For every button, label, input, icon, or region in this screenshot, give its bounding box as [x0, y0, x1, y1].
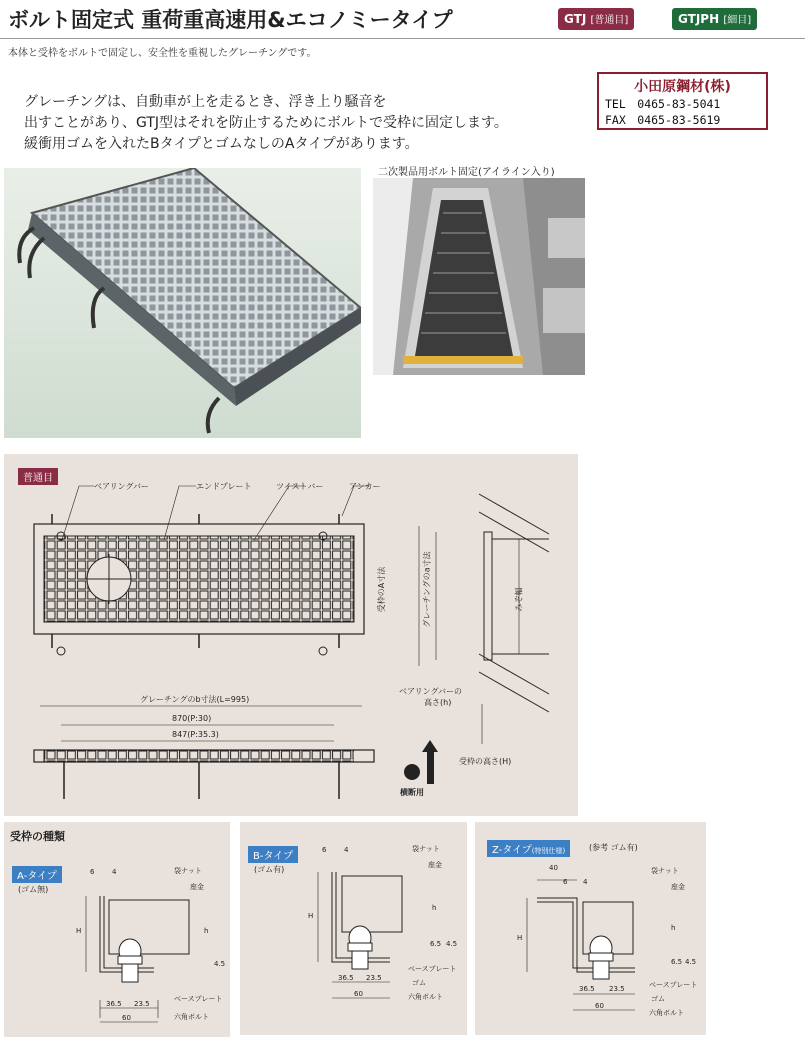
label-cross-use: 横断用 [400, 788, 424, 797]
installation-photo-caption: 二次製品用ボルト固定(アイライン入り) [378, 167, 555, 178]
label-b-dim: グレーチングのb寸法(L=995) [140, 695, 250, 704]
type-z-tag [487, 840, 570, 857]
type-a-dim-235: 23.5 [134, 1000, 150, 1008]
frame-type-a-panel [4, 822, 230, 1037]
label-frame-a: 受枠のA寸法 [377, 566, 387, 613]
frame-types-heading: 受枠の種類 [10, 830, 65, 843]
main-drawing-tag: 普通目 [18, 468, 58, 485]
label-frame-height: 受枠の高さ(H) [459, 757, 512, 766]
type-b-part-bolt: 六角ボルト [408, 993, 443, 1001]
type-a-note: (ゴム無) [18, 885, 49, 894]
type-z-dim-45: 4.5 [685, 958, 697, 966]
badge-gtjph-code: GTJPH [678, 12, 720, 26]
type-a-part-base-plate: ベースプレート [174, 995, 223, 1003]
type-z-tag-label: Z-タイプ [492, 845, 532, 856]
type-z-dim-40: 40 [549, 864, 558, 872]
type-b-dim-60: 60 [354, 990, 363, 998]
type-a-part-bolt: 六角ボルト [174, 1013, 209, 1021]
type-a-dim-h: h [204, 927, 209, 935]
type-a-dim-6: 6 [90, 868, 95, 876]
type-b-dim-235: 23.5 [366, 974, 382, 982]
badge-gtj [558, 8, 634, 30]
type-b-dim-4: 4 [344, 846, 349, 854]
type-a-tag: A-タイプ [12, 866, 62, 883]
type-z-note: (参考 ゴム有) [589, 843, 638, 852]
description-line: グレーチングは、自動車が上を走るとき、浮き上り騒音を [24, 94, 387, 110]
type-b-tag: B-タイプ [248, 846, 298, 863]
contact-tel: TEL 0465-83-5041 [605, 97, 721, 111]
label-groove-width: みぞ幅 [514, 587, 524, 612]
badge-gtjph-type: [細目] [723, 15, 752, 26]
page-title: ボルト固定式 重荷重高速用&エコノミータイプ [8, 8, 453, 32]
type-z-dim-h: h [671, 924, 676, 932]
type-z-part-bolt: 六角ボルト [649, 1009, 684, 1017]
badge-gtjph [672, 8, 757, 30]
type-z-dim-6: 6 [563, 878, 568, 886]
type-z-dim-365: 36.5 [579, 985, 595, 993]
type-z-dim-235: 23.5 [609, 985, 625, 993]
contact-fax: FAX 0465-83-5619 [605, 113, 721, 127]
page-subtitle: 本体と受枠をボルトで固定し、安全性を重視したグレーチングです。 [8, 48, 317, 59]
grating-product-photo [4, 168, 361, 438]
frame-type-z-panel [475, 822, 706, 1035]
type-b-dim-45: 4.5 [446, 940, 458, 948]
type-b-part-seat: 座金 [428, 861, 442, 869]
type-b-dim-65: 6.5 [430, 940, 442, 948]
type-b-dim-6: 6 [322, 846, 327, 854]
description [24, 92, 508, 155]
label-anchor: アンカー [349, 482, 381, 491]
type-a-dim-45: 4.5 [214, 960, 226, 968]
type-z-part-nut: 袋ナット [651, 867, 679, 875]
label-bearing-height-1: ベアリングバーの [399, 687, 463, 696]
type-b-part-base-plate: ベースプレート [408, 965, 457, 973]
label-dim-847: 847(P:35.3) [172, 730, 219, 739]
label-bearing-bar: ベアリングバー [94, 482, 150, 491]
label-end-plate: エンドプレート [196, 482, 252, 491]
badge-gtj-type: [普通目] [590, 15, 629, 26]
label-dim-870: 870(P:30) [172, 714, 212, 723]
type-z-part-base-plate: ベースプレート [649, 981, 698, 989]
type-a-dim-60: 60 [122, 1014, 131, 1022]
type-b-dim-H: H [308, 912, 314, 920]
type-z-dim-65: 6.5 [671, 958, 683, 966]
description-line: 出すことがあり、GTJ型はそれを防止するためにボルトで受枠に固定します。 [24, 115, 508, 131]
label-bearing-height-2: 高さ(h) [424, 698, 452, 707]
frame-type-b-panel [240, 822, 467, 1035]
badge-gtj-code: GTJ [564, 12, 587, 26]
type-a-dim-365: 36.5 [106, 1000, 122, 1008]
contact-box [597, 72, 768, 130]
contact-company: 小田原鋼材(株) [634, 79, 731, 95]
type-b-part-nut: 袋ナット [412, 845, 440, 853]
type-b-dim-365: 36.5 [338, 974, 354, 982]
label-grating-a: グレーチングのa寸法 [422, 551, 432, 628]
type-a-part-seat: 座金 [190, 883, 204, 891]
type-z-dim-4: 4 [583, 878, 588, 886]
type-b-part-rubber: ゴム [412, 979, 426, 987]
description-line: 緩衝用ゴムを入れたBタイプとゴムなしのAタイプがあります。 [24, 136, 419, 152]
type-z-dim-H: H [517, 934, 523, 942]
type-z-dim-60: 60 [595, 1002, 604, 1010]
type-z-part-seat: 座金 [671, 883, 685, 891]
label-twist-bar: ツイストバー [276, 482, 324, 491]
type-a-part-nut: 袋ナット [174, 867, 202, 875]
type-b-dim-h: h [432, 904, 437, 912]
type-b-note: (ゴム有) [254, 865, 285, 874]
type-a-dim-H: H [76, 927, 82, 935]
type-z-tag-note: (特別仕様) [531, 847, 566, 855]
installation-photo [373, 178, 585, 375]
main-drawing-panel [4, 454, 578, 816]
header-rule [0, 38, 805, 39]
type-z-part-rubber: ゴム [651, 995, 665, 1003]
type-a-dim-4: 4 [112, 868, 117, 876]
